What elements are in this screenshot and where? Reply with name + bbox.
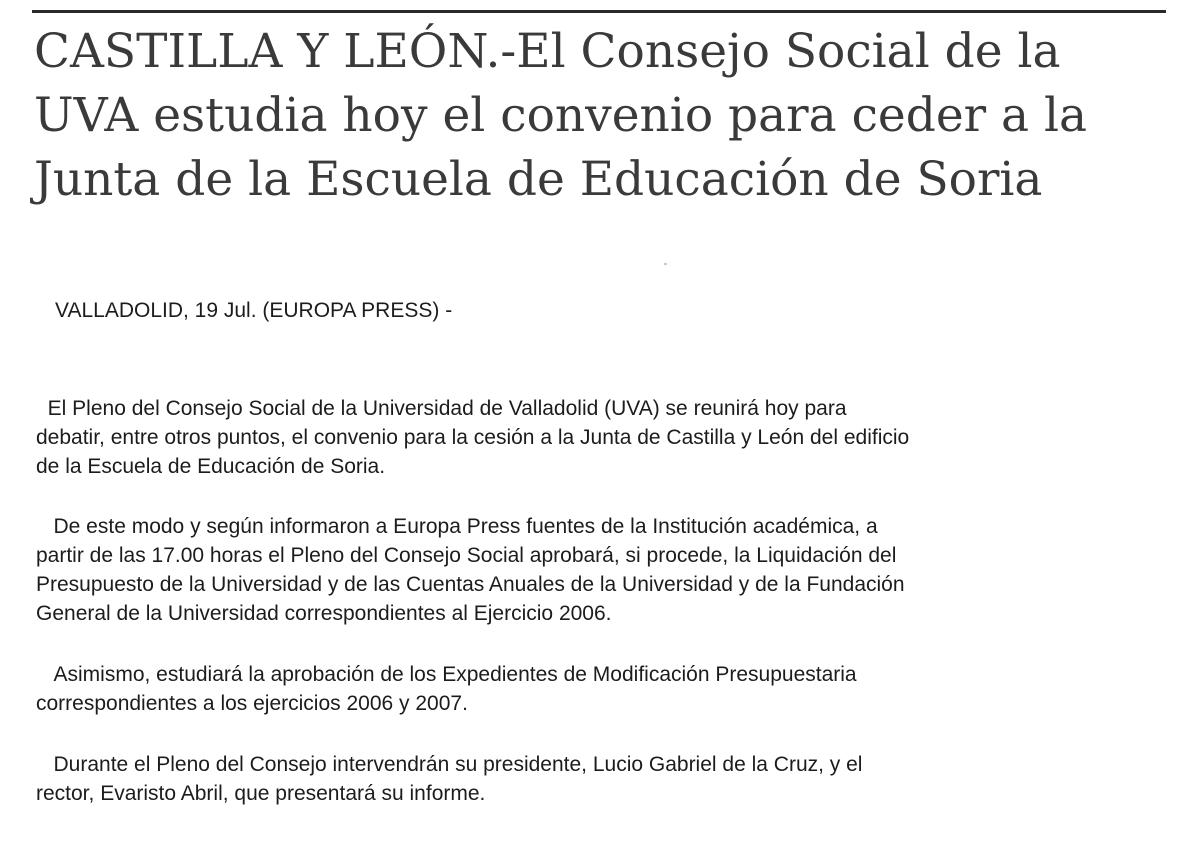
paragraph-line: Presupuesto de la Universidad y de las Cuentas Anuales de la Universidad y de la Fundación — [36, 573, 905, 596]
dateline: VALLADOLID, 19 Jul. (EUROPA PRESS) - — [55, 299, 453, 322]
paragraph-1 — [36, 394, 909, 481]
paragraph-line: Durante el Pleno del Consejo intervendrán su presidente, Lucio Gabriel de la Cruz, y el — [36, 753, 863, 776]
top-rule — [32, 10, 1166, 13]
paragraph-line: debatir, entre otros puntos, el convenio para la cesión a la Junta de Castilla y León del edificio — [36, 426, 910, 449]
paragraph-line: General de la Universidad correspondientes al Ejercicio 2006. — [36, 602, 612, 625]
paragraph-line: El Pleno del Consejo Social de la Universidad de Valladolid (UVA) se reunirá hoy para — [36, 397, 847, 420]
headline-line: CASTILLA Y LEÓN.-El Consejo Social de la — [34, 24, 1061, 79]
headline-line: Junta de la Escuela de Educación de Soria — [34, 152, 1043, 207]
headline-line: UVA estudia hoy el convenio para ceder a la — [34, 88, 1088, 143]
paragraph-line: correspondientes a los ejercicios 2006 y 2007. — [36, 692, 468, 715]
paragraph-line: partir de las 17.00 horas el Pleno del Consejo Social aprobará, si procede, la Liquidación del — [36, 544, 897, 567]
headline — [34, 20, 1164, 212]
scan-speck — [664, 263, 667, 265]
paragraph-3 — [36, 660, 857, 718]
paragraph-line: de la Escuela de Educación de Soria. — [36, 455, 386, 478]
paragraph-line: Asimismo, estudiará la aprobación de los Expedientes de Modificación Presupuestaria — [36, 663, 857, 686]
paragraph-line: rector, Evaristo Abril, que presentará su informe. — [36, 782, 486, 805]
paragraph-2 — [36, 512, 905, 628]
paragraph-line: De este modo y según informaron a Europa Press fuentes de la Institución académica, a — [36, 515, 878, 538]
paragraph-4 — [36, 750, 862, 808]
